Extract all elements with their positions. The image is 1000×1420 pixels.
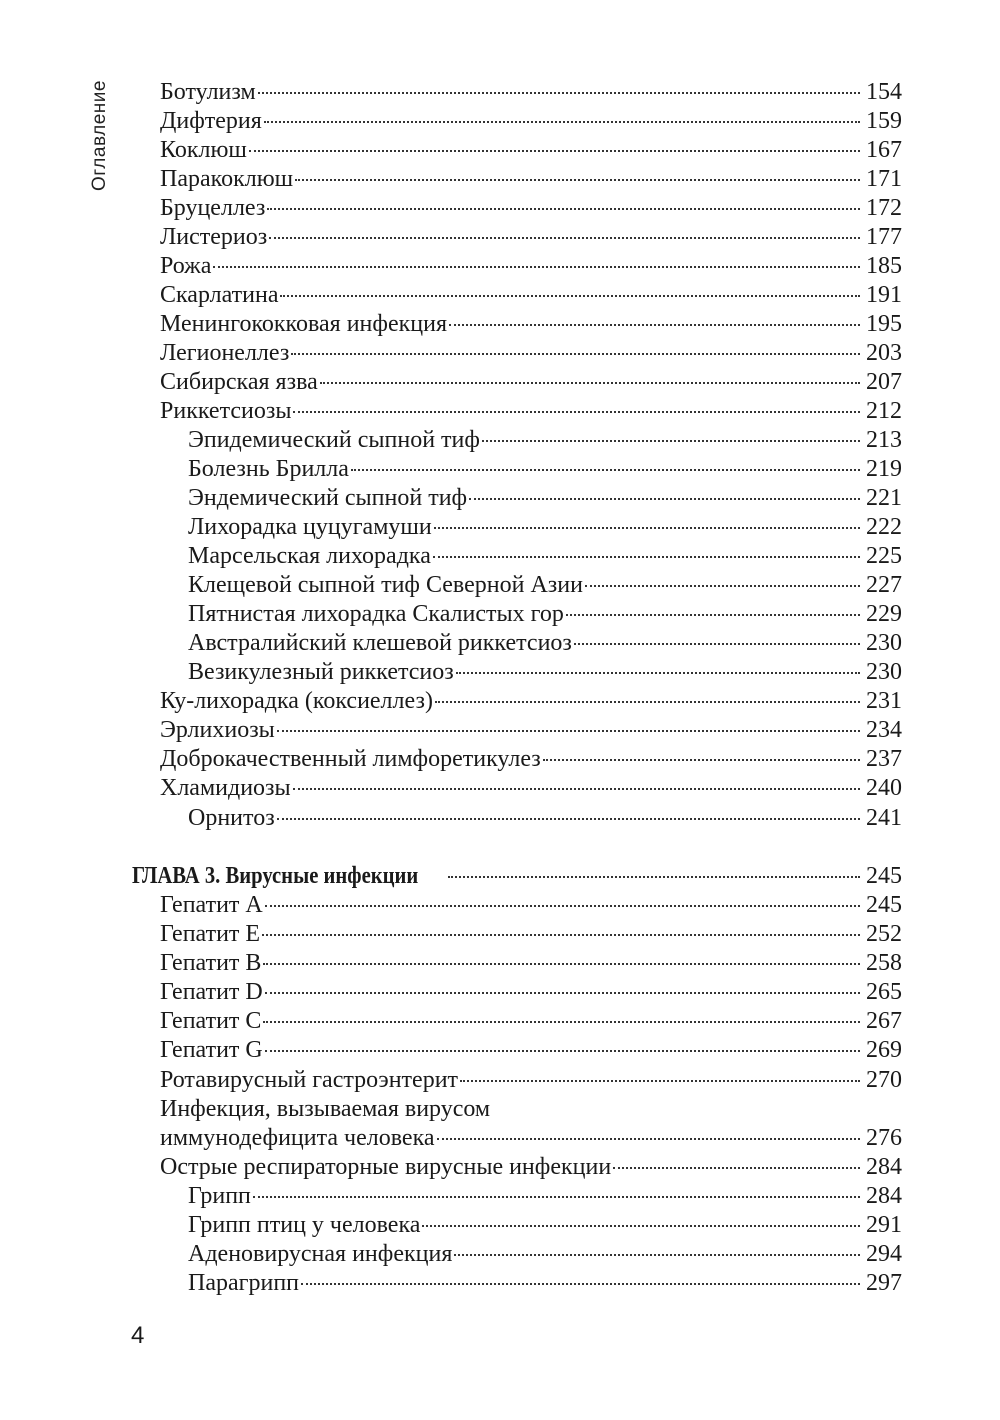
dot-leader [434,527,860,529]
toc-subentry[interactable] [188,455,902,484]
toc-subentry[interactable] [188,571,902,600]
toc-entry-page: 234 [866,717,902,743]
toc-entry[interactable] [160,107,902,136]
dot-leader [613,1167,860,1169]
chapter-title: ГЛАВА 3. Вирусные инфекции [132,863,419,889]
toc-entry[interactable] [160,252,902,281]
dot-leader [291,353,860,355]
dot-leader [280,295,860,297]
dot-leader [449,324,860,326]
toc-entry-title: Эрлихиозы [160,717,275,743]
toc-entry[interactable] [160,223,902,252]
dot-leader [435,701,860,703]
dot-leader [437,1138,860,1140]
toc-entry[interactable] [160,687,902,716]
toc-entry-title: Грипп птиц у человека [188,1212,421,1238]
toc-entry-title: Легионеллез [160,340,290,366]
toc-chapter-heading[interactable] [132,862,902,891]
toc-entry-page: 203 [866,340,902,366]
toc-entry-title: Грипп [188,1183,251,1209]
toc-entry-title: Везикулезный риккетсиоз [188,659,454,685]
toc-entry[interactable] [160,949,902,978]
toc-entry-page: 241 [866,805,902,831]
toc-entry-page: 207 [866,369,902,395]
dot-leader [265,1050,860,1052]
toc-entry-page: 294 [866,1241,902,1267]
toc-entry[interactable] [160,136,902,165]
dot-leader [460,1080,860,1082]
toc-entry[interactable] [160,920,902,949]
toc-entry-page: 154 [866,79,902,105]
toc-entry-title: Гепатит В [160,950,262,976]
dot-leader [213,266,860,268]
toc-entry-page: 291 [866,1212,902,1238]
toc-entry[interactable] [160,716,902,745]
toc-entry[interactable] [160,78,902,107]
toc-entry-title: Менингококковая инфекция [160,311,447,337]
toc-entry-title: Паракоклюш [160,166,294,192]
toc-entry[interactable] [160,1066,902,1095]
toc-entry-page: 252 [866,921,902,947]
toc-entry-title: Лихорадка цуцугамуши [188,514,432,540]
toc-entry-title: Ботулизм [160,79,256,105]
toc-entry-page: 185 [866,253,902,279]
dot-leader [293,411,860,413]
dot-leader [264,121,860,123]
toc-entry-title: Австралийский клешевой риккетсиоз [188,630,572,656]
toc-entry-title: Хламидиозы [160,775,291,801]
toc-entry-page: 172 [866,195,902,221]
toc-entry-title: Дифтерия [160,108,262,134]
toc-entry-title: Сибирская язва [160,369,318,395]
toc-entry-title: Пятнистая лихорадка Скалистых гор [188,601,564,627]
dot-leader [253,1196,860,1198]
dot-leader [295,179,860,181]
toc-entry-page: 219 [866,456,902,482]
dot-leader [585,585,860,587]
toc-entry-page: 267 [866,1008,902,1034]
toc-entry-page: 213 [866,427,902,453]
toc-subentry[interactable] [188,484,902,513]
toc-entry-title: Скарлатина [160,282,279,308]
toc-entry[interactable] [160,281,902,310]
toc-entry-page: 265 [866,979,902,1005]
toc-entry-title: Листериоз [160,224,268,250]
toc-entry-page: 297 [866,1270,902,1296]
dot-leader [566,614,860,616]
dot-leader [469,498,860,500]
toc-entry-page: 284 [866,1154,902,1180]
dot-leader [433,556,860,558]
running-header-label: Оглавление [89,80,110,191]
page-number: 4 [131,1322,145,1349]
dot-leader [320,382,860,384]
toc-entry-title: Гепатит Е [160,921,261,947]
toc-entry-title: Бруцеллез [160,195,266,221]
dot-leader [574,643,860,645]
dot-leader [301,1283,860,1285]
toc-entry-page: 212 [866,398,902,424]
toc-entry-page: 195 [866,311,902,337]
toc-entry-title: Рожа [160,253,212,279]
toc-entry-page: 221 [866,485,902,511]
toc-subentry[interactable] [188,1240,902,1269]
dot-leader [277,730,860,732]
toc-entry-page: 245 [866,892,902,918]
toc-entry[interactable] [160,774,902,803]
toc-entry-page: 222 [866,514,902,540]
toc-entry-title: Гепатит А [160,892,263,918]
toc-entry[interactable] [160,1124,902,1153]
toc-entry-page: 270 [866,1067,902,1093]
toc-entry-title: Эндемический сыпной тиф [188,485,468,511]
toc-subentry[interactable] [188,513,902,542]
toc-subentry[interactable] [188,1211,902,1240]
dot-leader [456,672,860,674]
toc-entry[interactable] [160,1036,902,1065]
toc-entry[interactable] [160,165,902,194]
toc-entry[interactable] [160,310,902,339]
toc-subentry[interactable] [188,426,902,455]
toc-entry-page: 227 [866,572,902,598]
dot-leader [263,963,860,965]
toc-entry-title: Орнитоз [188,805,275,831]
toc-subentry[interactable] [188,658,902,687]
dot-leader [448,876,860,878]
toc-entry-title: Клещевой сыпной тиф Северной Азии [188,572,583,598]
toc-entry-title: Парагрипп [188,1270,300,1296]
toc-entry-title: Риккетсиозы [160,398,292,424]
toc-entry-page: 230 [866,630,902,656]
toc-entry-title: Марсельская лихорадка [188,543,431,569]
toc-entry-page: 245 [866,863,902,889]
toc-entry-title: Острые респираторные вирусные инфекции [160,1154,612,1180]
dot-leader [258,92,860,94]
toc-entry-page: 191 [866,282,902,308]
dot-leader [454,1254,860,1256]
dot-leader [265,905,860,907]
toc-entry-title: Коклюш [160,137,247,163]
toc-entry[interactable] [160,891,902,920]
toc-entry-page: 231 [866,688,902,714]
toc-entry-page: 284 [866,1183,902,1209]
toc-entry-page: 240 [866,775,902,801]
toc-entry[interactable] [160,1007,902,1036]
dot-leader [277,818,860,820]
toc-subentry[interactable] [188,1182,902,1211]
dot-leader [269,237,860,239]
toc-entry-page: 229 [866,601,902,627]
toc-entry-page: 225 [866,543,902,569]
dot-leader [482,440,860,442]
dot-leader [263,1021,860,1023]
toc-entry-page: 269 [866,1037,902,1063]
toc-entry[interactable] [160,397,902,426]
toc-entry-title: Гепатит D [160,979,263,1005]
dot-leader [262,934,860,936]
toc-entry-title: Болезнь Брилла [188,456,349,482]
toc-entry-title: Доброкачественный лимфоретикулез [160,746,541,772]
dot-leader [543,759,860,761]
toc-entry-title: Ротавирусный гастроэнтерит [160,1067,459,1093]
toc-entry-title: Гепатит С [160,1008,262,1034]
toc-entry-page: 167 [866,137,902,163]
toc-subentry[interactable] [188,1269,902,1298]
toc-entry-page: 237 [866,746,902,772]
toc-entry-page: 159 [866,108,902,134]
dot-leader [267,208,860,210]
toc-entry-page: 276 [866,1125,902,1151]
toc-entry[interactable] [160,194,902,223]
toc-entry-page: 171 [866,166,902,192]
toc-subentry[interactable] [188,629,902,658]
toc-entry-title: Аденовирусная инфекция [188,1241,453,1267]
toc-entry[interactable] [160,978,902,1007]
toc-entry-title: Эпидемический сыпной тиф [188,427,480,453]
toc-subentry[interactable] [188,542,902,571]
toc-entry-page: 258 [866,950,902,976]
dot-leader [351,469,860,471]
dot-leader [249,150,860,152]
toc-entry[interactable] [160,1153,902,1182]
toc-subentry[interactable] [188,804,902,833]
toc-entry[interactable] [160,339,902,368]
dot-leader [265,992,860,994]
toc-entry-title-line1[interactable]: Инфекция, вызываемая вирусом [160,1096,491,1122]
toc-entry-page: 230 [866,659,902,685]
toc-entry-title: Гепатит G [160,1037,263,1063]
toc-entry-page: 177 [866,224,902,250]
toc-entry[interactable] [160,745,902,774]
toc-entry-title: иммунодефицита человека [160,1125,435,1151]
toc-entry-title: Ку-лихорадка (коксиеллез) [160,688,433,714]
dot-leader [293,788,860,790]
dot-leader [422,1225,860,1227]
toc-subentry[interactable] [188,600,902,629]
toc-entry[interactable] [160,368,902,397]
